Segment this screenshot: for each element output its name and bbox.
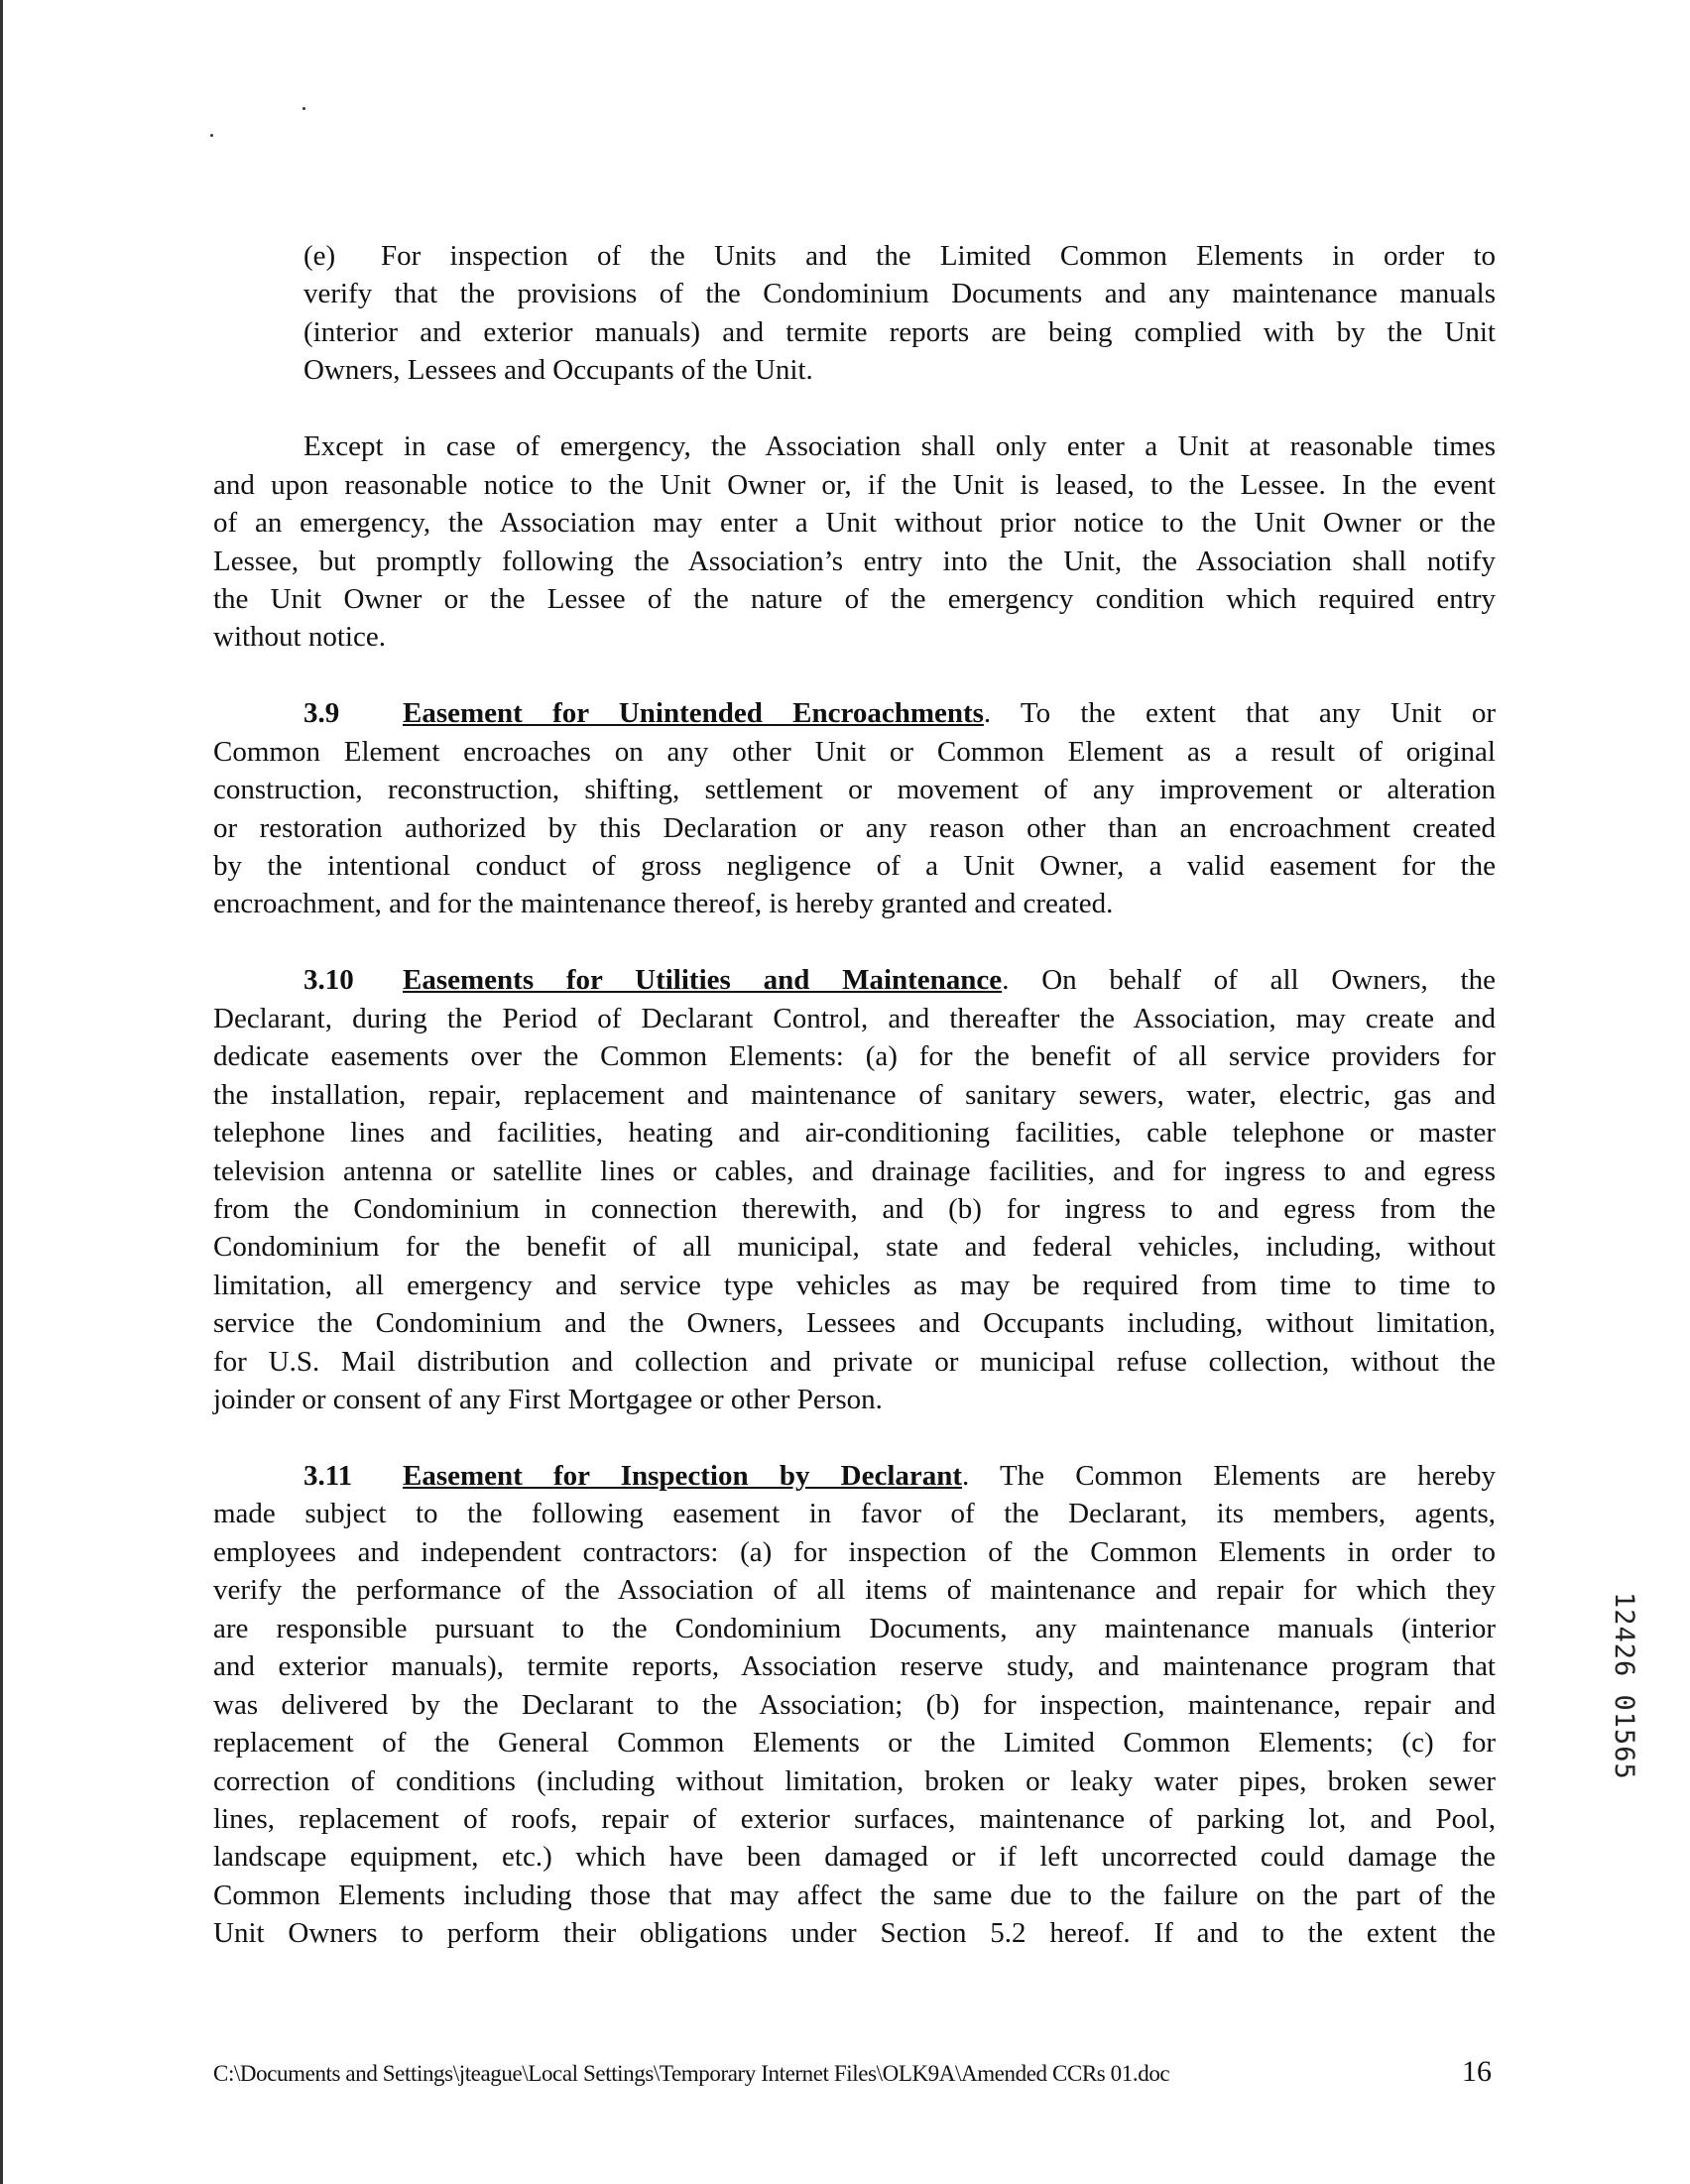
line: and upon reasonable notice to the Unit Owner or, if the Unit is leased, to the Lessee. In the event <box>213 468 1496 501</box>
paragraph-e <box>213 237 1496 390</box>
line: Condominium for the benefit of all municipal, state and federal vehicles, including, without <box>213 1231 1496 1264</box>
line: and exterior manuals), termite reports, Association reserve study, and maintenance program that <box>213 1650 1496 1683</box>
line: dedicate easements over the Common Elements: (a) for the benefit of all service providers for <box>213 1040 1496 1073</box>
line: encroachment, and for the maintenance thereof, is hereby granted and created. <box>213 888 1114 920</box>
scan-speck <box>302 107 305 110</box>
section-3-11 <box>213 1457 1496 1953</box>
section-number: 3.11 <box>303 1460 353 1492</box>
line: Lessee, but promptly following the Association’s entry into the Unit, the Association shall notify <box>213 545 1496 577</box>
line: made subject to the following easement in favor of the Declarant, its members, agents, <box>213 1498 1496 1530</box>
line: limitation, all emergency and service type vehicles as may be required from time to time to <box>213 1269 1496 1301</box>
line-text: . The Common Elements are hereby <box>962 1460 1497 1492</box>
line: Unit Owners to perform their obligations under Section 5.2 hereof. If and to the extent the <box>213 1917 1496 1950</box>
line: verify the performance of the Association of all items of maintenance and repair for which they <box>213 1574 1496 1607</box>
line: the installation, repair, replacement and maintenance of sanitary sewers, water, electric, gas and <box>213 1078 1496 1111</box>
section-number: 3.9 <box>303 697 340 730</box>
line: verify that the provisions of the Condominium Documents and any maintenance manuals <box>303 278 1496 310</box>
scan-edge <box>0 0 3 2184</box>
footer-file-path: C:\Documents and Settings\jteague\Local Settings\Temporary Internet Files\OLK9A\Amended CCRs 01.doc <box>213 2061 1170 2086</box>
paragraph-emergency <box>213 427 1496 657</box>
line: Except in case of emergency, the Association shall only enter a Unit at reasonable times <box>303 430 1496 463</box>
line <box>213 694 1496 732</box>
line: for U.S. Mail distribution and collection and private or municipal refuse collection, without the <box>213 1345 1496 1378</box>
line: construction, reconstruction, shifting, settlement or movement of any improvement or alteration <box>213 774 1496 806</box>
line: without notice. <box>213 621 386 654</box>
line <box>213 1457 1496 1495</box>
page-number: 16 <box>1462 2055 1492 2088</box>
section-title: Easement for Inspection by Declarant <box>403 1460 963 1492</box>
line-text: . To the extent that any Unit or <box>983 697 1496 730</box>
line: by the intentional conduct of gross negligence of a Unit Owner, a valid easement for the <box>213 850 1496 882</box>
line-text: For inspection of the Units and the Limited Common Elements in order to <box>381 240 1496 272</box>
section-number: 3.10 <box>303 964 354 997</box>
line: service the Condominium and the Owners, Lessees and Occupants including, without limitation, <box>213 1307 1496 1340</box>
line <box>213 237 1496 275</box>
line: of an emergency, the Association may enter a Unit without prior notice to the Unit Owner or the <box>213 507 1496 540</box>
line: television antenna or satellite lines or cables, and drainage facilities, and for ingress to and egress <box>213 1154 1496 1187</box>
line-text: . On behalf of all Owners, the <box>1002 964 1496 997</box>
line: was delivered by the Declarant to the Association; (b) for inspection, maintenance, repair and <box>213 1688 1496 1721</box>
line: or restoration authorized by this Declaration or any reason other than an encroachment created <box>213 811 1496 844</box>
section-title: Easement for Unintended Encroachments <box>403 697 984 730</box>
scan-speck <box>210 134 213 137</box>
line <box>213 961 1496 999</box>
line: lines, replacement of roofs, repair of exterior surfaces, maintenance of parking lot, and Pool, <box>213 1802 1496 1835</box>
section-title: Easements for Utilities and Maintenance <box>403 964 1003 997</box>
line: are responsible pursuant to the Condominium Documents, any maintenance manuals (interior <box>213 1612 1496 1644</box>
line: employees and independent contractors: (a) for inspection of the Common Elements in order to <box>213 1535 1496 1568</box>
line: from the Condominium in connection therewith, and (b) for ingress to and egress from the <box>213 1192 1496 1225</box>
enum-label: (e) <box>303 240 336 272</box>
line: correction of conditions (including without limitation, broken or leaky water pipes, broken sewer <box>213 1764 1496 1797</box>
line: joinder or consent of any First Mortgagee or other Person. <box>213 1384 883 1416</box>
line: Declarant, during the Period of Declarant Control, and thereafter the Association, may create and <box>213 1002 1496 1034</box>
section-3-10 <box>213 961 1496 1418</box>
line: Common Elements including those that may affect the same due to the failure on the part of the <box>213 1879 1496 1911</box>
line: (interior and exterior manuals) and termite reports are being complied with by the Unit <box>303 315 1496 348</box>
line: telephone lines and facilities, heating and air-conditioning facilities, cable telephone or master <box>213 1117 1496 1150</box>
document-body <box>213 237 1496 1953</box>
line: Common Element encroaches on any other Unit or Common Element as a result of original <box>213 735 1496 768</box>
line: replacement of the General Common Elements or the Limited Common Elements; (c) for <box>213 1727 1496 1759</box>
line: the Unit Owner or the Lessee of the nature of the emergency condition which required entry <box>213 582 1496 615</box>
recording-stamp: 12426 01565 <box>1609 1592 1639 1780</box>
line: landscape equipment, etc.) which have been damaged or if left uncorrected could damage the <box>213 1841 1496 1874</box>
line: Owners, Lessees and Occupants of the Unit. <box>303 354 813 387</box>
section-3-9 <box>213 694 1496 923</box>
